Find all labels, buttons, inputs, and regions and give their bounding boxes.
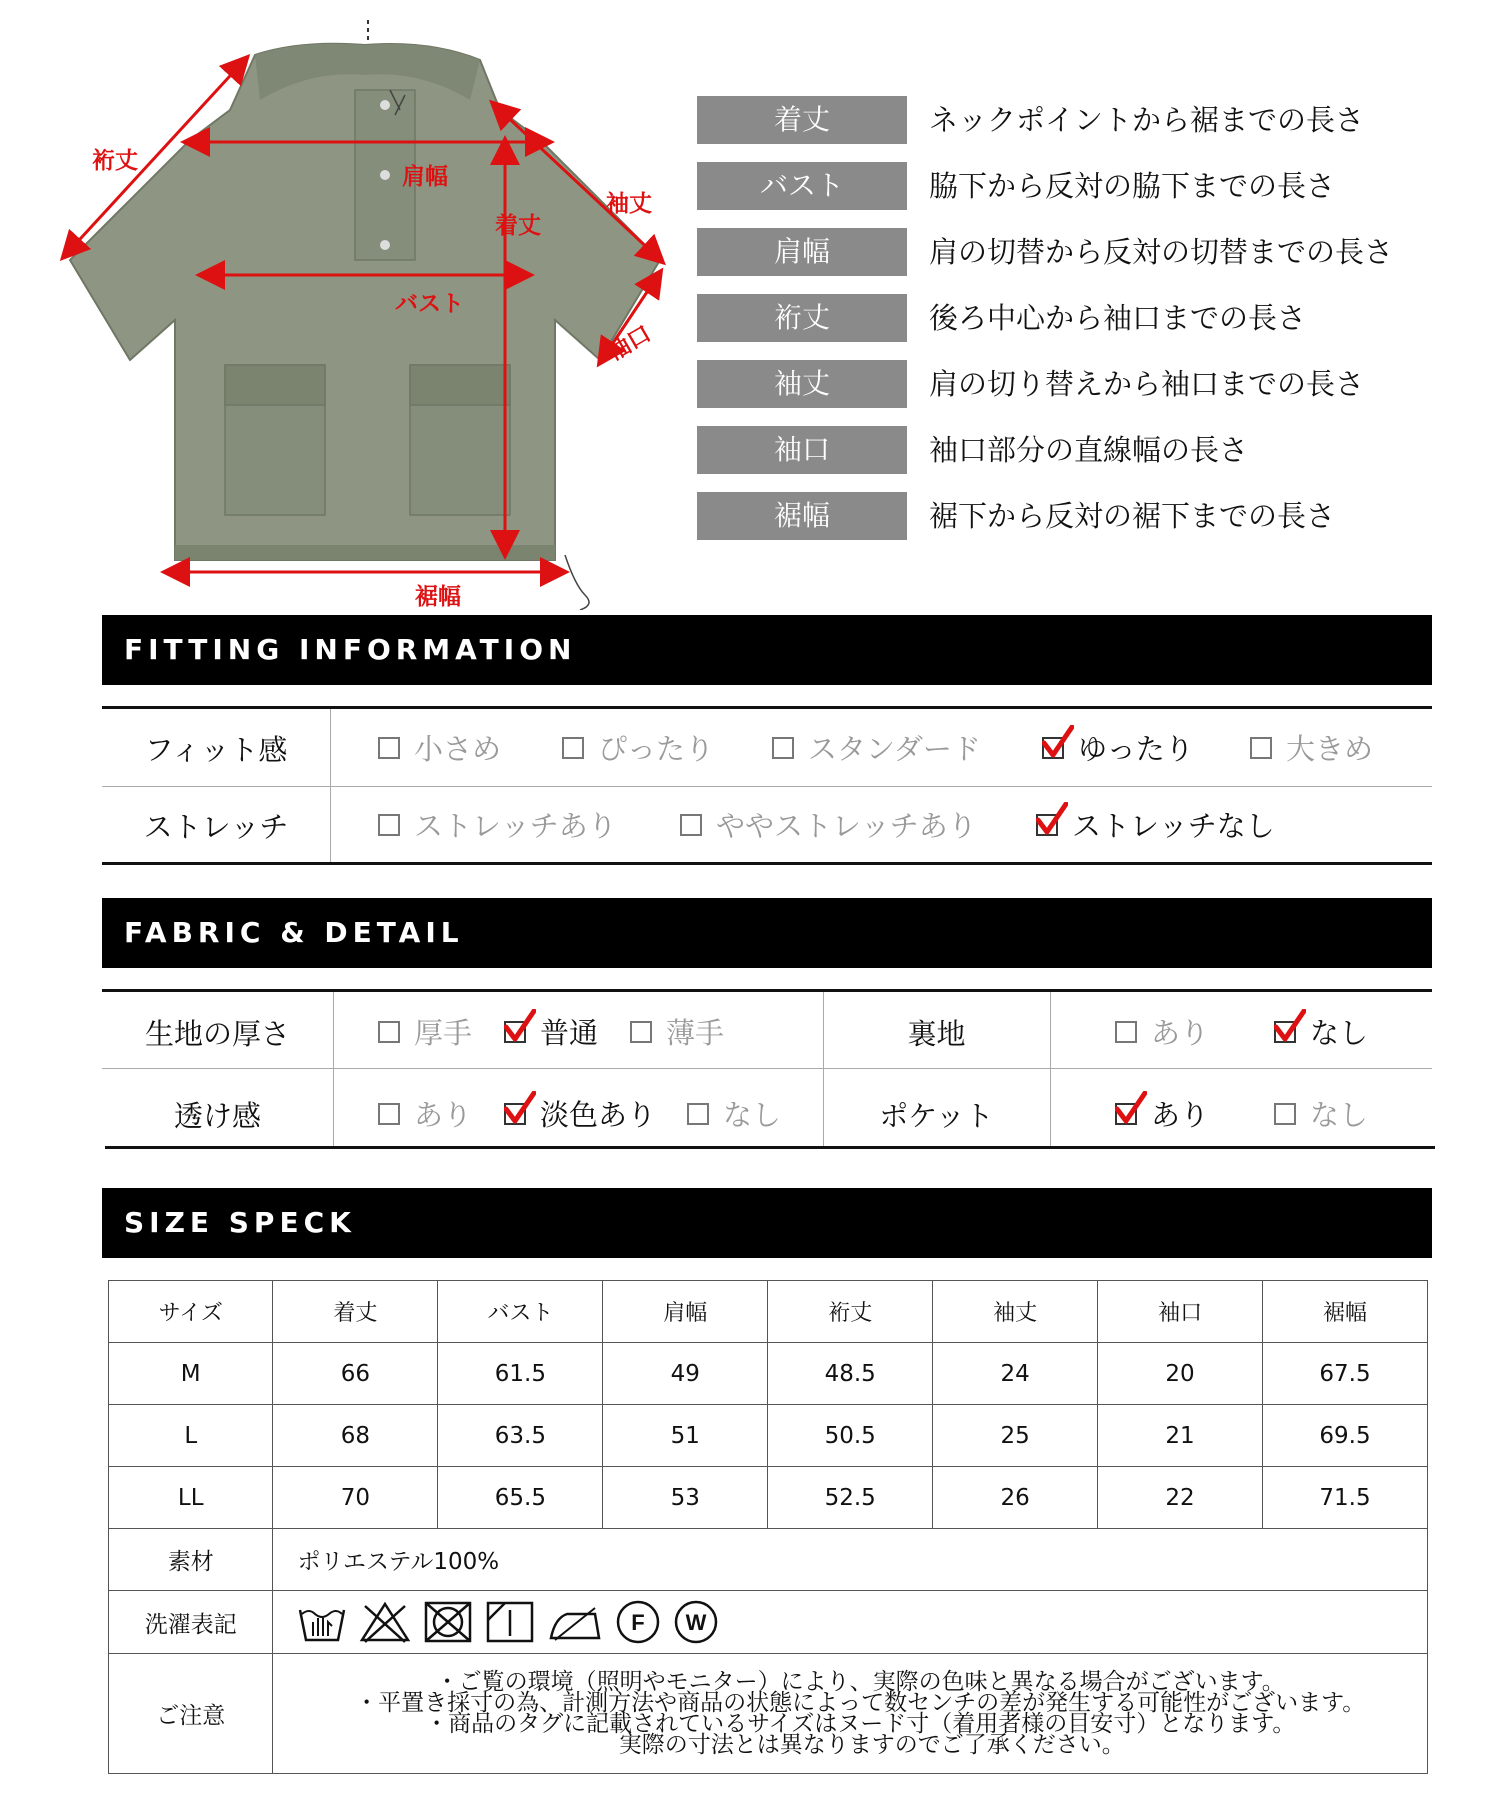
value-cell: 61.5 (438, 1343, 603, 1405)
value-cell: 71.5 (1263, 1467, 1428, 1529)
value-cell: 50.5 (768, 1405, 933, 1467)
option-sheer-1[interactable] (504, 1093, 656, 1134)
value-cell: 22 (1098, 1467, 1263, 1529)
divider (102, 706, 1432, 709)
option-label: あり (1151, 1098, 1210, 1132)
value-cell: 63.5 (438, 1405, 603, 1467)
label-yuki: 裄丈 (92, 148, 138, 174)
header-cell: 袖丈 (933, 1281, 1098, 1343)
care-icons-cell (273, 1591, 1428, 1654)
option-label: 淡色あり (540, 1098, 657, 1132)
checkbox-icon[interactable] (562, 737, 584, 759)
value-cell: 68 (273, 1405, 438, 1467)
value-cell: 51 (603, 1405, 768, 1467)
value-cell: 69.5 (1263, 1405, 1428, 1467)
option-fit-4[interactable] (1250, 727, 1373, 768)
value-cell: 65.5 (438, 1467, 603, 1529)
red-check-icon (1042, 725, 1074, 761)
material-label: 素材 (109, 1529, 273, 1591)
checkbox-icon[interactable] (1115, 1021, 1137, 1043)
thickness-label: 生地の厚さ (144, 1017, 290, 1051)
option-stretch-1[interactable] (680, 804, 977, 845)
size-cell: LL (109, 1467, 273, 1529)
option-fit-1[interactable] (562, 727, 714, 768)
hand-wash-icon (297, 1600, 347, 1644)
option-label: ゆったり (1078, 732, 1194, 766)
option-label: 大きめ (1286, 732, 1374, 766)
note-line: 実際の寸法とは異なりますのでご了承ください。 (595, 1731, 1125, 1758)
checkbox-icon[interactable] (378, 1103, 400, 1125)
size-cell: M (109, 1343, 273, 1405)
checkbox-icon[interactable] (1250, 737, 1272, 759)
option-sheer-0[interactable] (378, 1093, 472, 1134)
no-bleach-icon (359, 1600, 411, 1644)
legend-desc: 袖口部分の直線幅の長さ (929, 433, 1249, 467)
legend-term: バスト (697, 162, 907, 210)
checkbox-icon[interactable] (630, 1021, 652, 1043)
legend-desc: 後ろ中心から袖口までの長さ (929, 301, 1307, 335)
header-cell: 着丈 (273, 1281, 438, 1343)
option-pocket-0[interactable] (1115, 1093, 1209, 1134)
care-label: 洗濯表記 (109, 1591, 273, 1654)
no-tumble-dry-icon (423, 1600, 473, 1644)
option-fit-0[interactable] (378, 727, 501, 768)
value-cell: 70 (273, 1467, 438, 1529)
divider (102, 862, 1432, 865)
table-row (109, 1467, 1428, 1529)
sheer-label: 透け感 (173, 1099, 261, 1133)
value-cell: 20 (1098, 1343, 1263, 1405)
red-check-icon (1115, 1091, 1147, 1127)
line-dry-shade-icon (485, 1600, 535, 1644)
section-fitting-header: FITTING INFORMATION (102, 615, 1432, 685)
option-label: なし (1310, 1016, 1369, 1050)
dry-clean-f-icon (615, 1599, 661, 1645)
label-kitake: 着丈 (495, 213, 541, 239)
note-line: ・ご覧の環境（照明やモニター）により、実際の色味と異なる場合がございます。 (435, 1668, 1285, 1695)
legend-term: 袖丈 (697, 360, 907, 408)
checkbox-icon[interactable] (680, 814, 702, 836)
checked-box-icon[interactable] (504, 1021, 526, 1043)
header-cell: 肩幅 (603, 1281, 768, 1343)
checked-box-icon[interactable] (1036, 814, 1058, 836)
legend-term: 袖口 (697, 426, 907, 474)
option-label: スタンダード (808, 732, 981, 766)
dry-clean-letter: F (631, 1610, 646, 1635)
iron-low-icon (547, 1600, 603, 1644)
fit-label: フィット感 (144, 733, 288, 767)
label-katahaba: 肩幅 (402, 164, 448, 190)
header-cell: 裾幅 (1263, 1281, 1428, 1343)
checked-box-icon[interactable] (1042, 737, 1064, 759)
checkbox-icon[interactable] (1274, 1103, 1296, 1125)
label-sodeguchi: 袖口 (602, 320, 656, 367)
garment-diagram (0, 0, 690, 610)
divider (102, 786, 1432, 787)
table-row (109, 1405, 1428, 1467)
value-cell: 66 (273, 1343, 438, 1405)
divider (102, 1068, 1432, 1069)
value-cell: 21 (1098, 1405, 1263, 1467)
note-line: ・商品のタグに記載されているサイズはヌード寸（着用者様の目安寸）となります。 (425, 1710, 1296, 1737)
checkbox-icon[interactable] (687, 1103, 709, 1125)
value-cell: 49 (603, 1343, 768, 1405)
legend-row (697, 294, 1487, 342)
size-table (108, 1280, 1428, 1774)
legend-row (697, 228, 1487, 276)
notes-cell (273, 1654, 1428, 1774)
legend-desc: 肩の切り替えから袖口までの長さ (929, 367, 1365, 401)
checked-box-icon[interactable] (504, 1103, 526, 1125)
red-check-icon (504, 1091, 536, 1127)
header-cell: 袖口 (1098, 1281, 1263, 1343)
option-label: あり (414, 1098, 473, 1132)
notes-row (109, 1654, 1428, 1774)
care-icons (273, 1591, 1427, 1653)
divider (105, 1146, 1435, 1149)
stretch-label: ストレッチ (143, 810, 289, 844)
legend-desc: 脇下から反対の脇下までの長さ (929, 169, 1336, 203)
value-cell: 48.5 (768, 1343, 933, 1405)
legend-row (697, 96, 1487, 144)
legend-desc: 裾下から反対の裾下までの長さ (929, 499, 1336, 533)
wet-clean-letter: W (686, 1610, 707, 1635)
material-row (109, 1529, 1428, 1591)
option-label: ストレッチなし (1072, 809, 1275, 843)
checked-box-icon[interactable] (1274, 1021, 1296, 1043)
option-label: 薄手 (666, 1016, 725, 1050)
option-thickness-1[interactable] (504, 1011, 598, 1052)
legend-desc: 肩の切替から反対の切替までの長さ (929, 235, 1394, 269)
label-bust: バスト (395, 291, 464, 317)
pocket-label: ポケット (879, 1099, 994, 1133)
option-label: 小さめ (414, 732, 502, 766)
checked-box-icon[interactable] (1115, 1103, 1137, 1125)
table-header-row (109, 1281, 1428, 1343)
option-label: 厚手 (414, 1016, 473, 1050)
legend-term: 肩幅 (697, 228, 907, 276)
wet-clean-w-icon (673, 1599, 719, 1645)
divider (102, 989, 1432, 992)
table-row (109, 1343, 1428, 1405)
legend-row (697, 492, 1487, 540)
value-cell: 53 (603, 1467, 768, 1529)
note-line: ・平置き採寸の為、計測方法や商品の状態によって数センチの差が発生する可能性がございます。 (355, 1689, 1366, 1716)
checkbox-icon[interactable] (378, 1021, 400, 1043)
section-fabric-header: FABRIC & DETAIL (102, 898, 1432, 968)
label-susohaba: 裾幅 (415, 584, 461, 610)
option-stretch-2[interactable] (1036, 804, 1275, 845)
care-row (109, 1591, 1428, 1654)
red-check-icon (504, 1009, 536, 1045)
option-sheer-2[interactable] (687, 1093, 781, 1134)
garment-illustration (0, 0, 690, 610)
option-lining-1[interactable] (1274, 1011, 1368, 1052)
divider (1050, 992, 1051, 1146)
label-sodetake: 袖丈 (606, 191, 652, 217)
legend-term: 裄丈 (697, 294, 907, 342)
value-cell: 26 (933, 1467, 1098, 1529)
option-thickness-0[interactable] (378, 1011, 472, 1052)
header-cell: 裄丈 (768, 1281, 933, 1343)
value-cell: 25 (933, 1405, 1098, 1467)
header-cell: バスト (438, 1281, 603, 1343)
option-label: 普通 (540, 1016, 599, 1050)
checkbox-icon[interactable] (378, 737, 400, 759)
option-label: ややストレッチあり (716, 809, 977, 843)
legend-term: 着丈 (697, 96, 907, 144)
option-fit-3[interactable] (1042, 727, 1194, 768)
divider (333, 992, 334, 1146)
option-thickness-2[interactable] (630, 1011, 724, 1052)
option-pocket-1[interactable] (1274, 1093, 1368, 1134)
option-label: あり (1151, 1016, 1210, 1050)
section-size-header: SIZE SPECK (102, 1188, 1432, 1258)
red-check-icon (1274, 1009, 1306, 1045)
red-check-icon (1036, 802, 1068, 838)
option-fit-2[interactable] (772, 727, 981, 768)
option-label: ストレッチあり (414, 809, 617, 843)
option-label: なし (1310, 1098, 1369, 1132)
legend-desc: ネックポイントから裾までの長さ (929, 103, 1365, 137)
legend-term: 裾幅 (697, 492, 907, 540)
legend-row (697, 162, 1487, 210)
option-lining-0[interactable] (1115, 1011, 1209, 1052)
divider (330, 709, 331, 862)
material-value: ポリエステル100% (273, 1529, 1428, 1591)
size-cell: L (109, 1405, 273, 1467)
legend-row (697, 426, 1487, 474)
option-label: ぴったり (598, 732, 715, 766)
header-cell: サイズ (109, 1281, 273, 1343)
legend-row (697, 360, 1487, 408)
option-stretch-0[interactable] (378, 804, 617, 845)
checkbox-icon[interactable] (772, 737, 794, 759)
value-cell: 52.5 (768, 1467, 933, 1529)
notes-label: ご注意 (109, 1654, 273, 1774)
checkbox-icon[interactable] (378, 814, 400, 836)
value-cell: 67.5 (1263, 1343, 1428, 1405)
option-label: なし (723, 1098, 782, 1132)
lining-label: 裏地 (907, 1017, 966, 1051)
value-cell: 24 (933, 1343, 1098, 1405)
